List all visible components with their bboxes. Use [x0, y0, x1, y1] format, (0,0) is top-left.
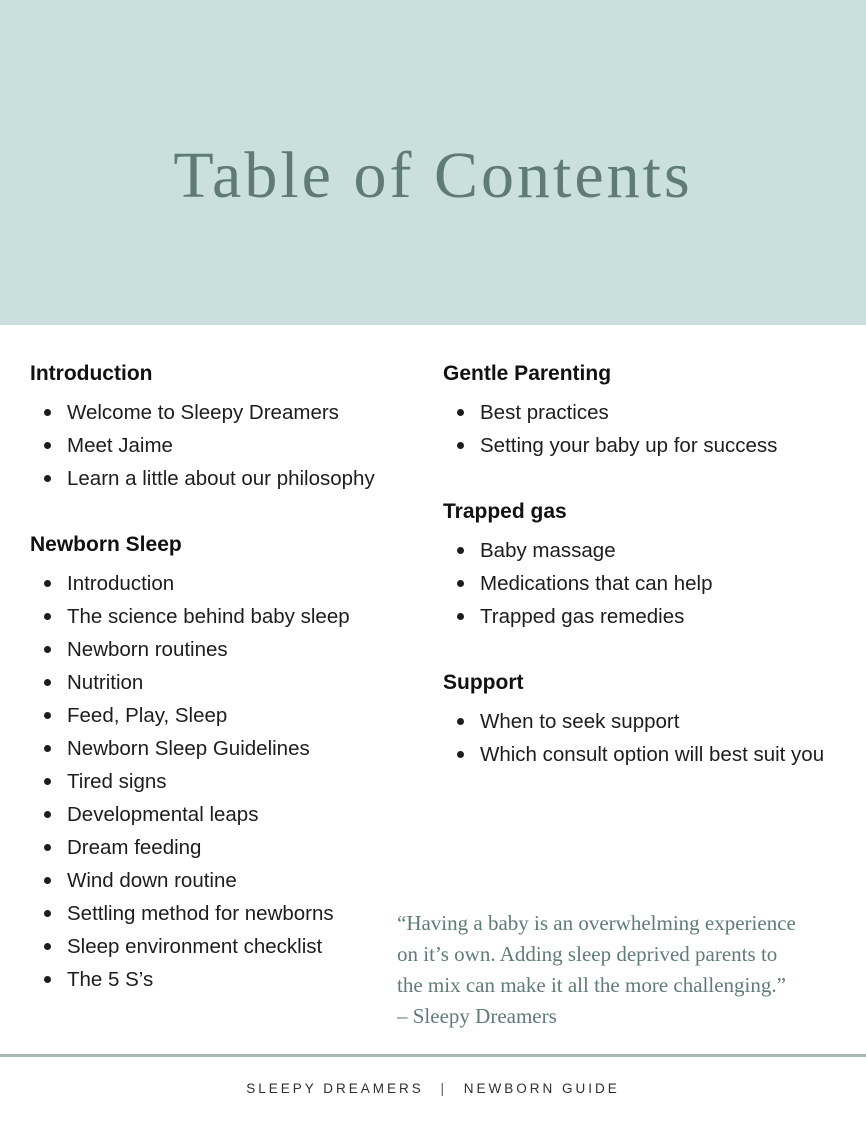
toc-item: Introduction — [30, 567, 432, 600]
toc-item: Which consult option will best suit you — [443, 738, 853, 771]
toc-item: Newborn routines — [30, 633, 432, 666]
toc-item: Learn a little about our philosophy — [30, 462, 432, 495]
footer-brand: SLEEPY DREAMERS — [246, 1081, 424, 1096]
section-heading-trapped-gas: Trapped gas — [443, 500, 567, 523]
toc-item: Developmental leaps — [30, 798, 432, 831]
toc-item: The 5 S’s — [30, 963, 432, 996]
toc-item: Settling method for newborns — [30, 897, 432, 930]
toc-list-support — [443, 705, 853, 771]
section-heading-support: Support — [443, 671, 524, 694]
footer-divider — [0, 1054, 866, 1057]
toc-item: Tired signs — [30, 765, 432, 798]
banner — [0, 0, 866, 325]
footer-separator: | — [440, 1081, 448, 1096]
quote-attribution: – Sleepy Dreamers — [397, 1004, 557, 1028]
toc-item: When to seek support — [443, 705, 853, 738]
toc-item: Sleep environment checklist — [30, 930, 432, 963]
section-heading-introduction: Introduction — [30, 362, 153, 385]
toc-item: Dream feeding — [30, 831, 432, 864]
toc-item: Welcome to Sleepy Dreamers — [30, 396, 432, 429]
toc-item: Trapped gas remedies — [443, 600, 853, 633]
brand-quote — [397, 908, 837, 1032]
toc-list-trapped-gas — [443, 534, 853, 633]
toc-item: Meet Jaime — [30, 429, 432, 462]
toc-list-introduction — [30, 396, 432, 495]
quote-line: “Having a baby is an overwhelming experience — [397, 911, 796, 935]
section-heading-gentle-parenting: Gentle Parenting — [443, 362, 612, 385]
toc-item: The science behind baby sleep — [30, 600, 432, 633]
toc-item: Feed, Play, Sleep — [30, 699, 432, 732]
toc-item: Medications that can help — [443, 567, 853, 600]
section-heading-newborn-sleep: Newborn Sleep — [30, 533, 182, 556]
quote-line: the mix can make it all the more challenging.” — [397, 973, 786, 997]
toc-item: Nutrition — [30, 666, 432, 699]
toc-list-newborn-sleep — [30, 567, 432, 996]
toc-list-gentle-parenting — [443, 396, 853, 462]
quote-line: on it’s own. Adding sleep deprived parents to — [397, 942, 778, 966]
toc-item: Setting your baby up for success — [443, 429, 853, 462]
toc-item: Wind down routine — [30, 864, 432, 897]
footer-doc-title: NEWBORN GUIDE — [463, 1081, 620, 1096]
toc-column-left — [30, 360, 432, 1032]
toc-item: Baby massage — [443, 534, 853, 567]
toc-column-right — [443, 360, 853, 807]
toc-item: Newborn Sleep Guidelines — [30, 732, 432, 765]
toc-item: Best practices — [443, 396, 853, 429]
footer — [0, 1081, 866, 1096]
page-title: Table of Contents — [173, 138, 693, 212]
